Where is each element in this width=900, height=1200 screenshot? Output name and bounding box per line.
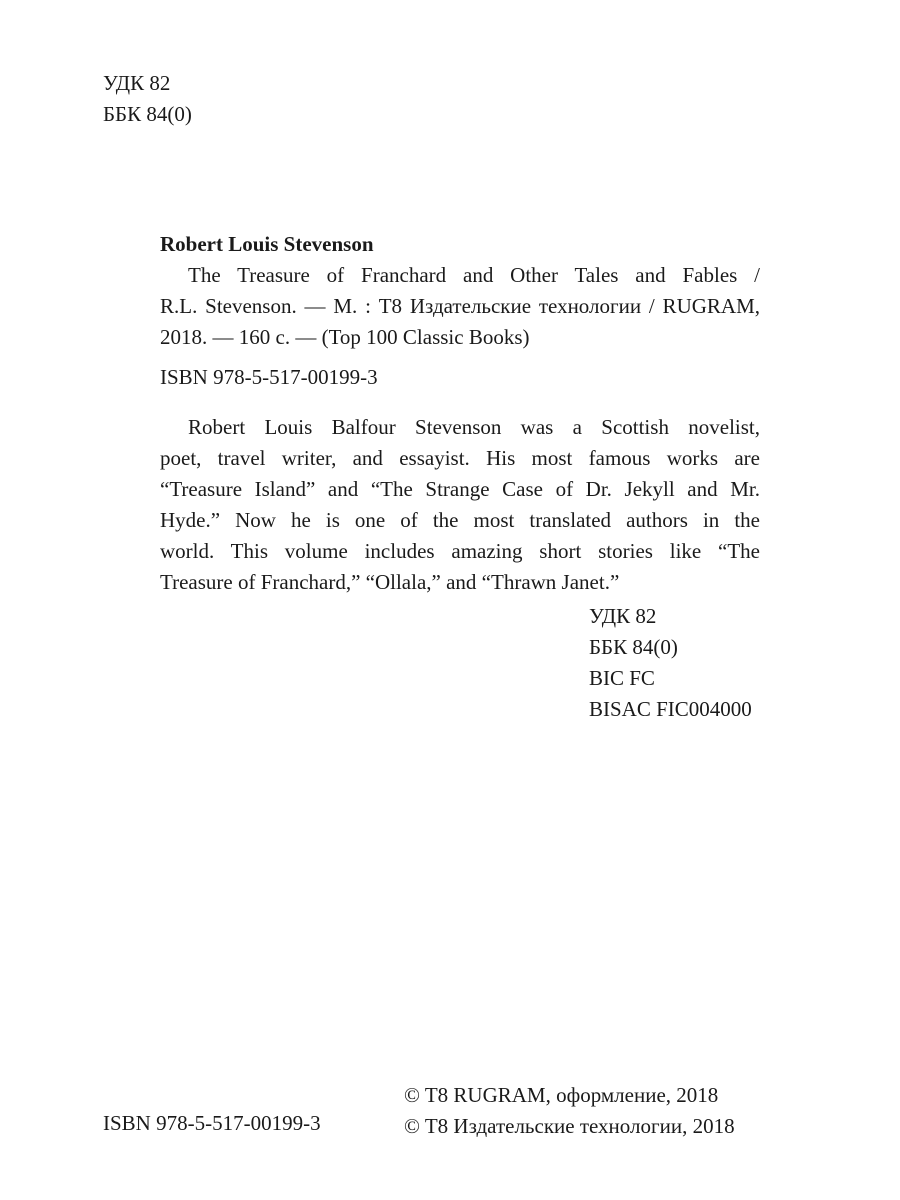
classification-code: УДК 82: [589, 604, 657, 628]
copyright-line: © T8 RUGRAM, оформление, 2018: [404, 1083, 719, 1107]
copyright-line: © T8 Издательские технологии, 2018: [404, 1114, 735, 1138]
abstract-paragraph: [160, 412, 760, 598]
abstract-line: Hyde.” Now he is one of the most translated authors in the: [160, 508, 760, 532]
description-line: R.L. Stevenson. — М. : T8 Издательские технологии / RUGRAM,: [160, 294, 760, 318]
description-line: 2018. — 160 с. — (Top 100 Classic Books): [160, 325, 530, 349]
classification-code: BISAC FIC004000: [589, 697, 752, 721]
classification-codes: [589, 601, 752, 725]
abstract-line: Robert Louis Balfour Stevenson was a Scottish novelist,: [188, 415, 760, 439]
bbk-code: ББК 84(0): [103, 102, 192, 126]
abstract-line: “Treasure Island” and “The Strange Case of Dr. Jekyll and Mr.: [160, 477, 760, 501]
description-line: The Treasure of Franchard and Other Tales and Fables /: [188, 263, 760, 287]
bibliographic-record: [160, 229, 760, 353]
udk-code: УДК 82: [103, 71, 171, 95]
isbn-record: ISBN 978-5-517-00199-3: [160, 365, 378, 389]
abstract-line: poet, travel writer, and essayist. His most famous works are: [160, 446, 760, 470]
classification-code: ББК 84(0): [589, 635, 678, 659]
abstract-line: world. This volume includes amazing short stories like “The: [160, 539, 760, 563]
copyright-notices: [404, 1080, 735, 1142]
abstract-line: Treasure of Franchard,” “Ollala,” and “Thrawn Janet.”: [160, 570, 620, 594]
author-name: Robert Louis Stevenson: [160, 232, 374, 256]
header-classification-codes: [103, 68, 192, 130]
classification-code: BIC FC: [589, 666, 655, 690]
footer-isbn: ISBN 978-5-517-00199-3: [103, 1111, 321, 1135]
